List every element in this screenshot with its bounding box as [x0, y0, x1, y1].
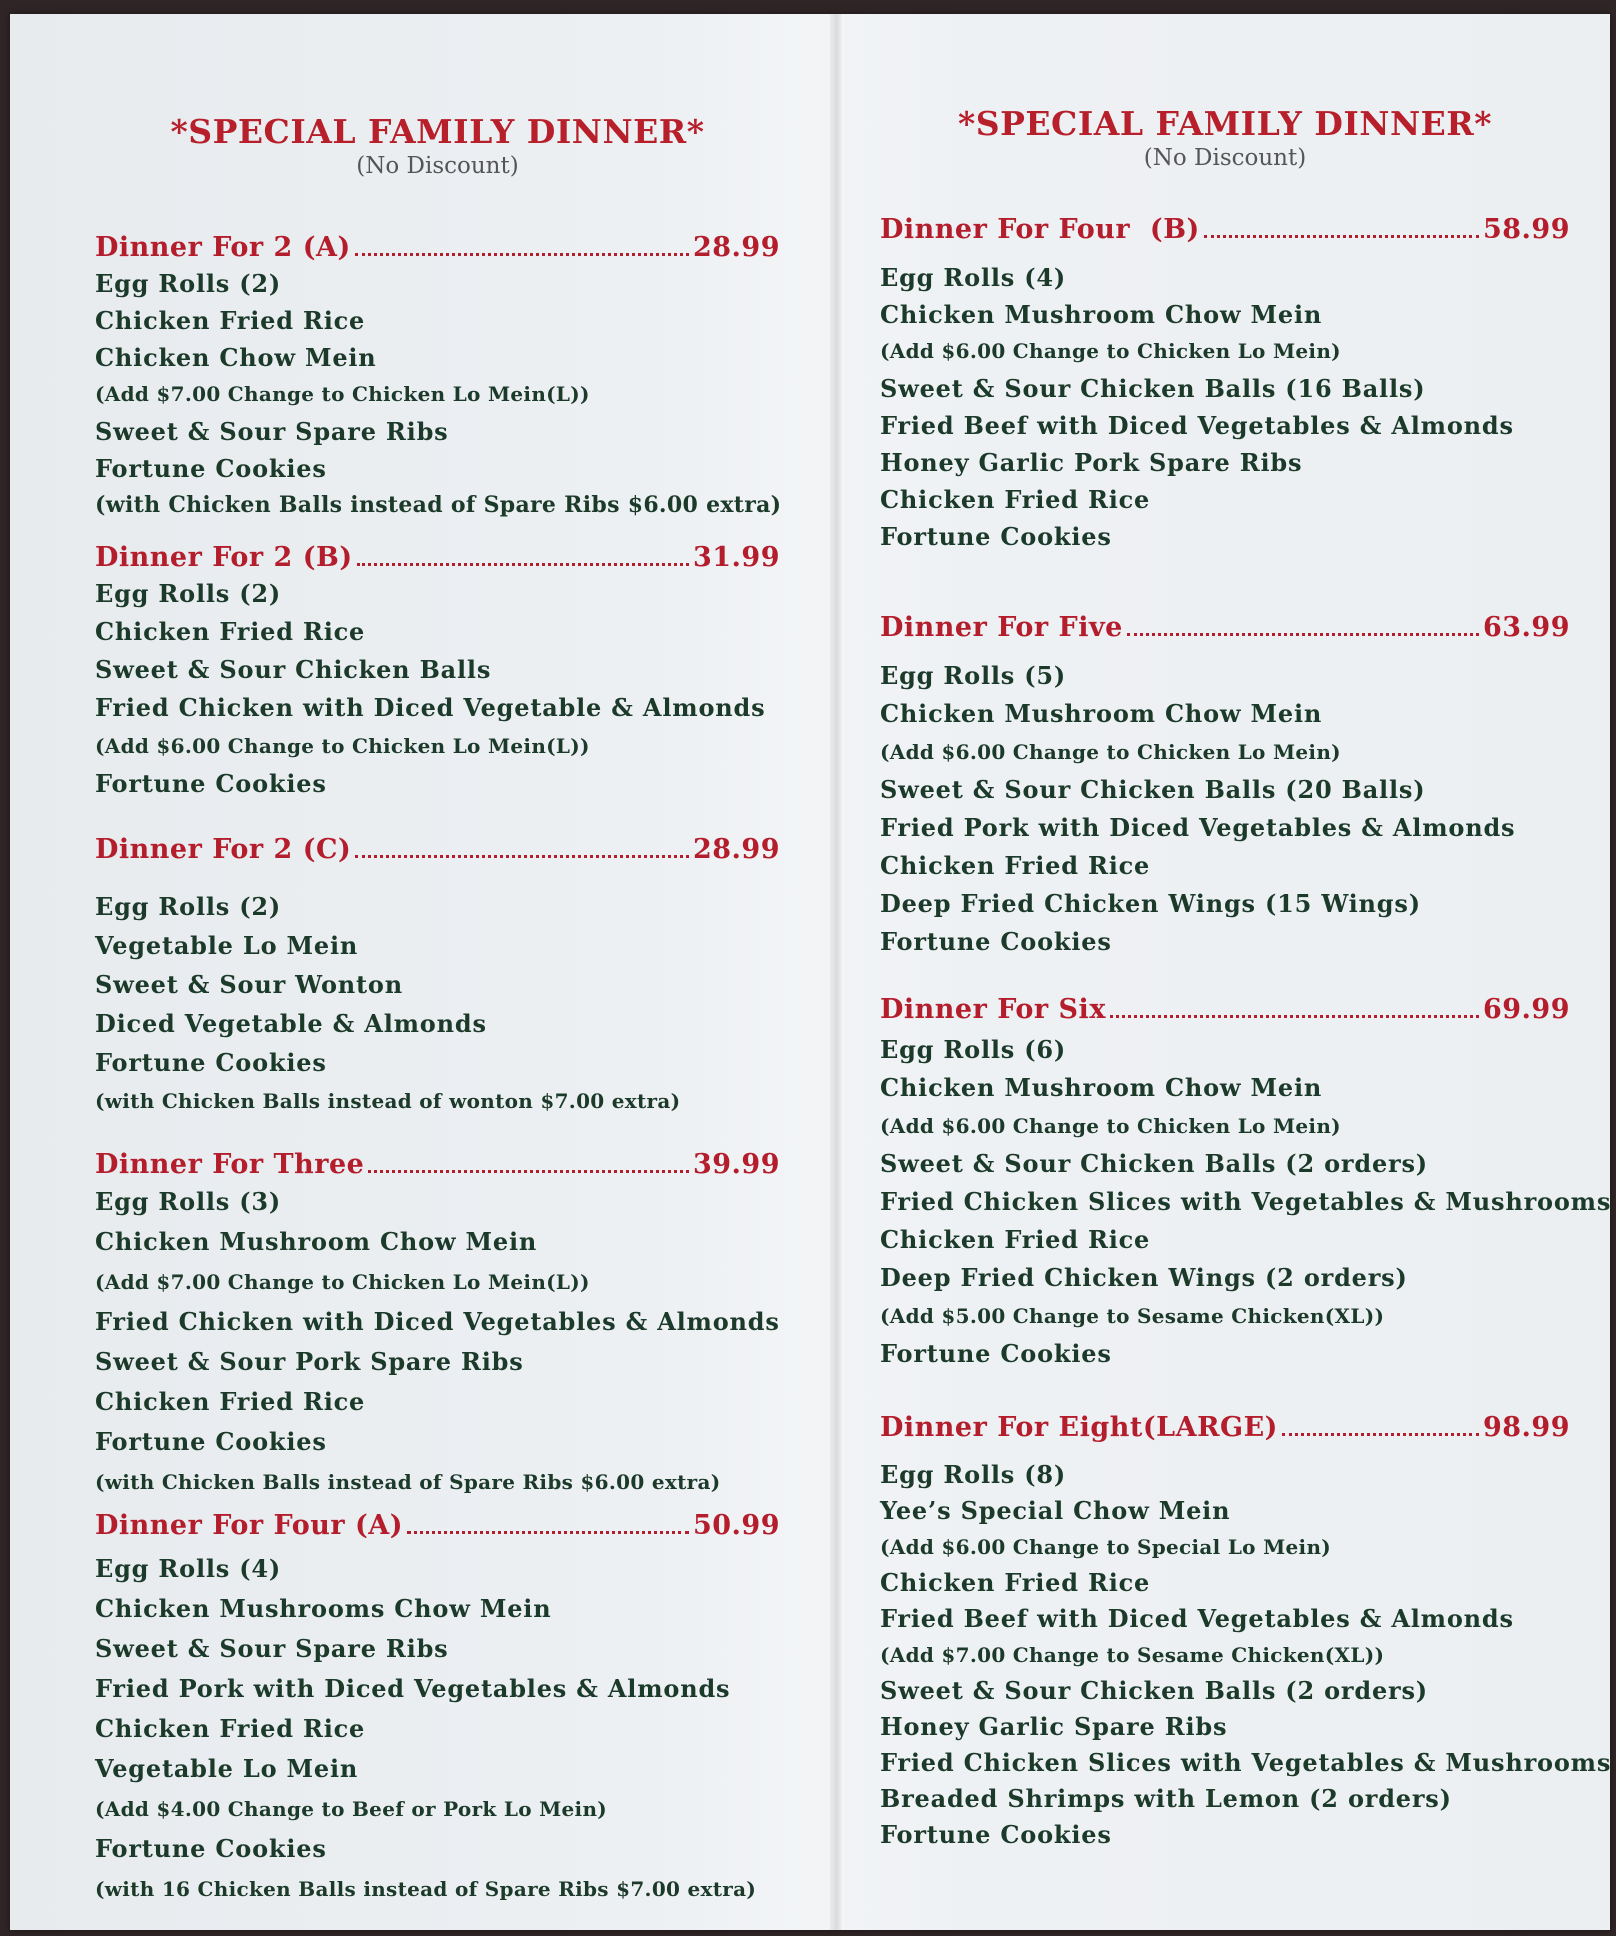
menu-line: Egg Rolls (4)	[880, 263, 1067, 292]
dinner-heading	[880, 1412, 1570, 1443]
dinner-heading	[95, 232, 780, 263]
menu-note: (Add $7.00 Change to Chicken Lo Mein(L))	[95, 1270, 590, 1294]
dinner-price: 58.99	[1482, 214, 1570, 245]
menu-line: Yee’s Special Chow Mein	[880, 1496, 1231, 1525]
menu-line: Chicken Mushroom Chow Mein	[880, 300, 1323, 329]
menu-line: Chicken Fried Rice	[95, 1387, 366, 1416]
dinner-name: Dinner For Six	[880, 994, 1106, 1025]
menu-line: Fried Pork with Diced Vegetables & Almonds	[95, 1674, 731, 1703]
menu-note: (Add $7.00 Change to Chicken Lo Mein(L))	[95, 382, 590, 406]
dinner-name: Dinner For Eight(LARGE)	[880, 1412, 1278, 1443]
menu-note: (with 16 Chicken Balls instead of Spare Ribs $7.00 extra)	[95, 1877, 757, 1901]
menu-line: Fried Beef with Diced Vegetables & Almonds	[880, 411, 1514, 440]
menu-line: Honey Garlic Spare Ribs	[880, 1712, 1228, 1741]
menu-line: Egg Rolls (8)	[880, 1460, 1067, 1489]
dinner-price: 28.99	[692, 834, 780, 865]
dinner-six	[880, 994, 1612, 1373]
menu-line: Chicken Fried Rice	[880, 851, 1151, 880]
dinner-eight	[880, 1412, 1612, 1853]
menu-note: (Add $6.00 Change to Chicken Lo Mein)	[880, 740, 1341, 764]
menu-line: Chicken Fried Rice	[880, 485, 1151, 514]
dot-leader	[368, 1169, 689, 1173]
menu-line: Vegetable Lo Mein	[95, 1754, 359, 1783]
dinner-four-a	[95, 1510, 780, 1909]
menu-sheet	[10, 14, 1610, 1930]
menu-line: Fortune Cookies	[880, 1820, 1112, 1849]
dot-leader	[355, 252, 689, 256]
dinner-heading	[880, 994, 1570, 1025]
menu-line: Fried Chicken Slices with Vegetables & Mushrooms	[880, 1187, 1612, 1216]
dinner-heading	[95, 542, 780, 573]
menu-line: Chicken Fried Rice	[95, 1714, 366, 1743]
dinner-price: 50.99	[692, 1510, 780, 1541]
menu-line: Sweet & Sour Chicken Balls	[95, 655, 492, 684]
menu-note: (with Chicken Balls instead of Spare Ribs $6.00 extra)	[95, 1470, 721, 1494]
menu-line: Breaded Shrimps with Lemon (2 orders)	[880, 1784, 1452, 1813]
dinner-price: 31.99	[692, 542, 780, 573]
menu-line: Chicken Mushroom Chow Mein	[880, 1073, 1323, 1102]
menu-line: Egg Rolls (2)	[95, 892, 282, 921]
dinner-name: Dinner For 2 (A)	[95, 232, 351, 263]
menu-line: Chicken Mushroom Chow Mein	[880, 699, 1323, 728]
menu-line: Fortune Cookies	[880, 522, 1112, 551]
dinner-four-b	[880, 214, 1570, 555]
dot-leader	[1110, 1014, 1479, 1018]
right-subtitle: (No Discount)	[1143, 145, 1307, 171]
menu-note: (Add $5.00 Change to Sesame Chicken(XL))	[880, 1304, 1385, 1328]
dinner-price: 39.99	[692, 1149, 780, 1180]
dinner-heading	[95, 834, 780, 865]
right-header	[880, 104, 1570, 171]
menu-line: Sweet & Sour Spare Ribs	[95, 1634, 449, 1663]
dinner-heading	[880, 214, 1570, 245]
menu-line: Chicken Fried Rice	[95, 306, 366, 335]
menu-line: Chicken Chow Mein	[95, 343, 377, 372]
menu-line: Chicken Mushrooms Chow Mein	[95, 1594, 552, 1623]
menu-line: Fortune Cookies	[95, 1048, 327, 1077]
dot-leader	[1282, 1432, 1479, 1436]
left-title: *SPECIAL FAMILY DINNER*	[170, 112, 705, 151]
dinner-2a	[95, 232, 780, 524]
menu-line: Chicken Mushroom Chow Mein	[95, 1227, 538, 1256]
left-header	[95, 112, 780, 179]
dot-leader	[1204, 234, 1479, 238]
menu-line: Deep Fried Chicken Wings (2 orders)	[880, 1263, 1408, 1292]
dinner-price: 63.99	[1482, 612, 1570, 643]
menu-line: Fried Chicken Slices with Vegetables & Mushrooms	[880, 1748, 1612, 1777]
menu-line: Sweet & Sour Pork Spare Ribs	[95, 1347, 524, 1376]
menu-line: Honey Garlic Pork Spare Ribs	[880, 448, 1303, 477]
menu-note: (Add $6.00 Change to Chicken Lo Mein)	[880, 339, 1341, 363]
menu-line: Fortune Cookies	[95, 1427, 327, 1456]
dinner-name: Dinner For Three	[95, 1149, 365, 1180]
menu-line: Sweet & Sour Chicken Balls (16 Balls)	[880, 374, 1426, 403]
menu-line: Sweet & Sour Chicken Balls (20 Balls)	[880, 775, 1426, 804]
menu-line: Fried Beef with Diced Vegetables & Almonds	[880, 1604, 1514, 1633]
menu-line: Fried Chicken with Diced Vegetable & Almonds	[95, 693, 766, 722]
menu-note: (Add $7.00 Change to Sesame Chicken(XL))	[880, 1643, 1385, 1667]
menu-line: Sweet & Sour Wonton	[95, 970, 403, 999]
menu-line: Sweet & Sour Chicken Balls (2 orders)	[880, 1149, 1428, 1178]
menu-line: Deep Fried Chicken Wings (15 Wings)	[880, 889, 1421, 918]
left-subtitle: (No Discount)	[356, 153, 519, 179]
menu-line: Fried Chicken with Diced Vegetables & Almonds	[95, 1307, 780, 1336]
dinner-price: 28.99	[692, 232, 780, 263]
menu-line: Diced Vegetable & Almonds	[95, 1009, 487, 1038]
dot-leader	[407, 1530, 689, 1534]
menu-line: Sweet & Sour Chicken Balls (2 orders)	[880, 1676, 1428, 1705]
menu-note: (Add $6.00 Change to Chicken Lo Mein(L))	[95, 734, 590, 758]
dinner-name: Dinner For 2 (C)	[95, 834, 352, 865]
menu-line: Fortune Cookies	[95, 1834, 327, 1863]
menu-line: Fortune Cookies	[880, 1339, 1112, 1368]
menu-line: Fortune Cookies	[95, 769, 327, 798]
dinner-name: Dinner For Five	[880, 612, 1123, 643]
menu-line: Vegetable Lo Mein	[95, 931, 359, 960]
dot-leader	[355, 854, 689, 858]
dinner-heading	[880, 612, 1570, 643]
menu-line: Egg Rolls (5)	[880, 661, 1067, 690]
dinner-2c	[95, 834, 780, 1121]
menu-line: Egg Rolls (3)	[95, 1187, 282, 1216]
dinner-price: 98.99	[1482, 1412, 1570, 1443]
menu-note: (with Chicken Balls instead of wonton $7.00 extra)	[95, 1089, 681, 1113]
dinner-name: Dinner For Four (A)	[95, 1510, 404, 1541]
menu-line: Chicken Fried Rice	[880, 1568, 1151, 1597]
dinner-three	[95, 1149, 780, 1502]
dinner-2b	[95, 542, 780, 803]
page-fold	[830, 14, 844, 1930]
menu-line: Fortune Cookies	[880, 927, 1112, 956]
dinner-five	[880, 612, 1570, 961]
menu-note: (Add $6.00 Change to Special Lo Mein)	[880, 1535, 1332, 1559]
dinner-name: Dinner For Four (B)	[880, 214, 1200, 245]
dot-leader	[357, 562, 689, 566]
menu-line: Egg Rolls (4)	[95, 1554, 282, 1583]
menu-line: Chicken Fried Rice	[95, 617, 366, 646]
dinner-name: Dinner For 2 (B)	[95, 542, 353, 573]
menu-note: (with Chicken Balls instead of Spare Ribs $6.00 extra)	[95, 492, 782, 518]
menu-line: Sweet & Sour Spare Ribs	[95, 417, 449, 446]
dinner-heading	[95, 1149, 780, 1180]
dot-leader	[1127, 632, 1479, 636]
dinner-heading	[95, 1510, 780, 1541]
menu-line: Fried Pork with Diced Vegetables & Almonds	[880, 813, 1516, 842]
menu-line: Chicken Fried Rice	[880, 1225, 1151, 1254]
right-title: *SPECIAL FAMILY DINNER*	[958, 104, 1492, 143]
menu-note: (Add $4.00 Change to Beef or Pork Lo Mein)	[95, 1797, 608, 1821]
menu-line: Egg Rolls (2)	[95, 269, 282, 298]
menu-note: (Add $6.00 Change to Chicken Lo Mein)	[880, 1114, 1341, 1138]
menu-line: Egg Rolls (6)	[880, 1035, 1067, 1064]
menu-line: Egg Rolls (2)	[95, 579, 282, 608]
dinner-price: 69.99	[1482, 994, 1570, 1025]
menu-line: Fortune Cookies	[95, 454, 327, 483]
